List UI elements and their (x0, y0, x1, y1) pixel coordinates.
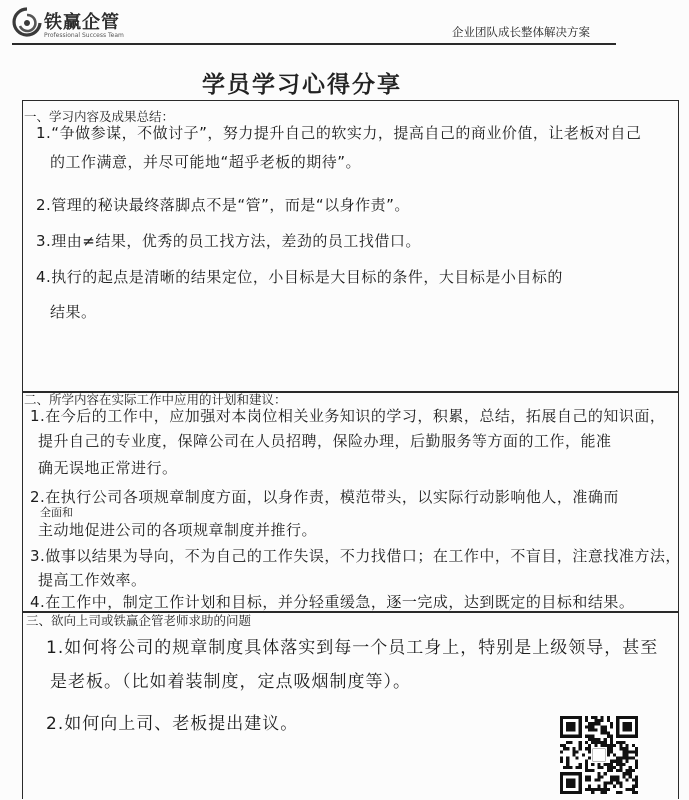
handwritten-line: 结果。 (50, 303, 97, 321)
header-tagline: 企业团队成长整体解决方案 (452, 25, 590, 39)
swirl-logo-icon (12, 6, 42, 40)
handwritten-line: 提升自己的专业度，保障公司在人员招聘，保险办理，后勤服务等方面的工作，能准 (38, 432, 612, 450)
section-heading: 一、学习内容及成果总结： (24, 109, 175, 124)
qr-code (560, 716, 638, 794)
handwritten-line: 3.做事以结果为导向，不为自己的工作失误，不力找借口；在工作中，不盲目，注意找准方法， (30, 547, 681, 565)
handwritten-line: 是老板。（比如着装制度，定点吸烟制度等）。 (50, 672, 411, 692)
handwritten-line: 2.如何向上司、老板提出建议。 (46, 714, 299, 734)
handwritten-line: 确无误地正常进行。 (38, 459, 178, 477)
logo-subtitle: Professional Success Team (44, 32, 124, 39)
handwritten-line: 2.管理的秘诀最终落脚点不是“管”，而是“以身作责”。 (36, 196, 410, 214)
handwritten-line: 的工作满意，并尽可能地“超乎老板的期待”。 (50, 153, 362, 171)
section-heading: 二、所学内容在实际工作中应用的计划和建议： (24, 392, 287, 407)
handwritten-line: 4.执行的起点是清晰的结果定位，小目标是大目标的条件，大目标是小目标的 (36, 268, 563, 286)
handwritten-line: 2.在执行公司各项规章制度方面，以身作责，模范带头，以实际行动影响他人，准确而 (30, 488, 619, 506)
logo (12, 6, 132, 42)
logo-text: 铁赢企管 (44, 12, 120, 33)
handwritten-line: 提高工作效率。 (38, 571, 147, 589)
handwritten-line: 1.如何将公司的规章制度具体落实到每一个员工身上，特别是上级领导，甚至 (46, 638, 659, 658)
handwritten-line: 4.在工作中，制定工作计划和目标，并分轻重缓急，逐一完成，达到既定的目标和结果。 (30, 593, 635, 611)
handwritten-line: 1.“争做参谋，不做讨子”，努力提升自己的软实力，提高自己的商业价值，让老板对自己 (36, 124, 642, 142)
handwritten-line: 主动地促进公司的各项规章制度并推行。 (38, 521, 318, 539)
handwritten-line: 3.理由≠结果，优秀的员工找方法，差劲的员工找借口。 (36, 232, 421, 250)
section-heading: 三、欲向上司或铁赢企管老师求助的问题 (26, 613, 252, 628)
page-title: 学员学习心得分享 (202, 71, 402, 98)
header-rule (12, 43, 616, 45)
handwritten-line: 1.在今后的工作中，应加强对本岗位相关业务知识的学习，积累，总结，拓展自己的知识面， (30, 407, 666, 425)
qr-center-logo (593, 749, 605, 761)
handwritten-insertion: 全面和 (40, 506, 73, 519)
